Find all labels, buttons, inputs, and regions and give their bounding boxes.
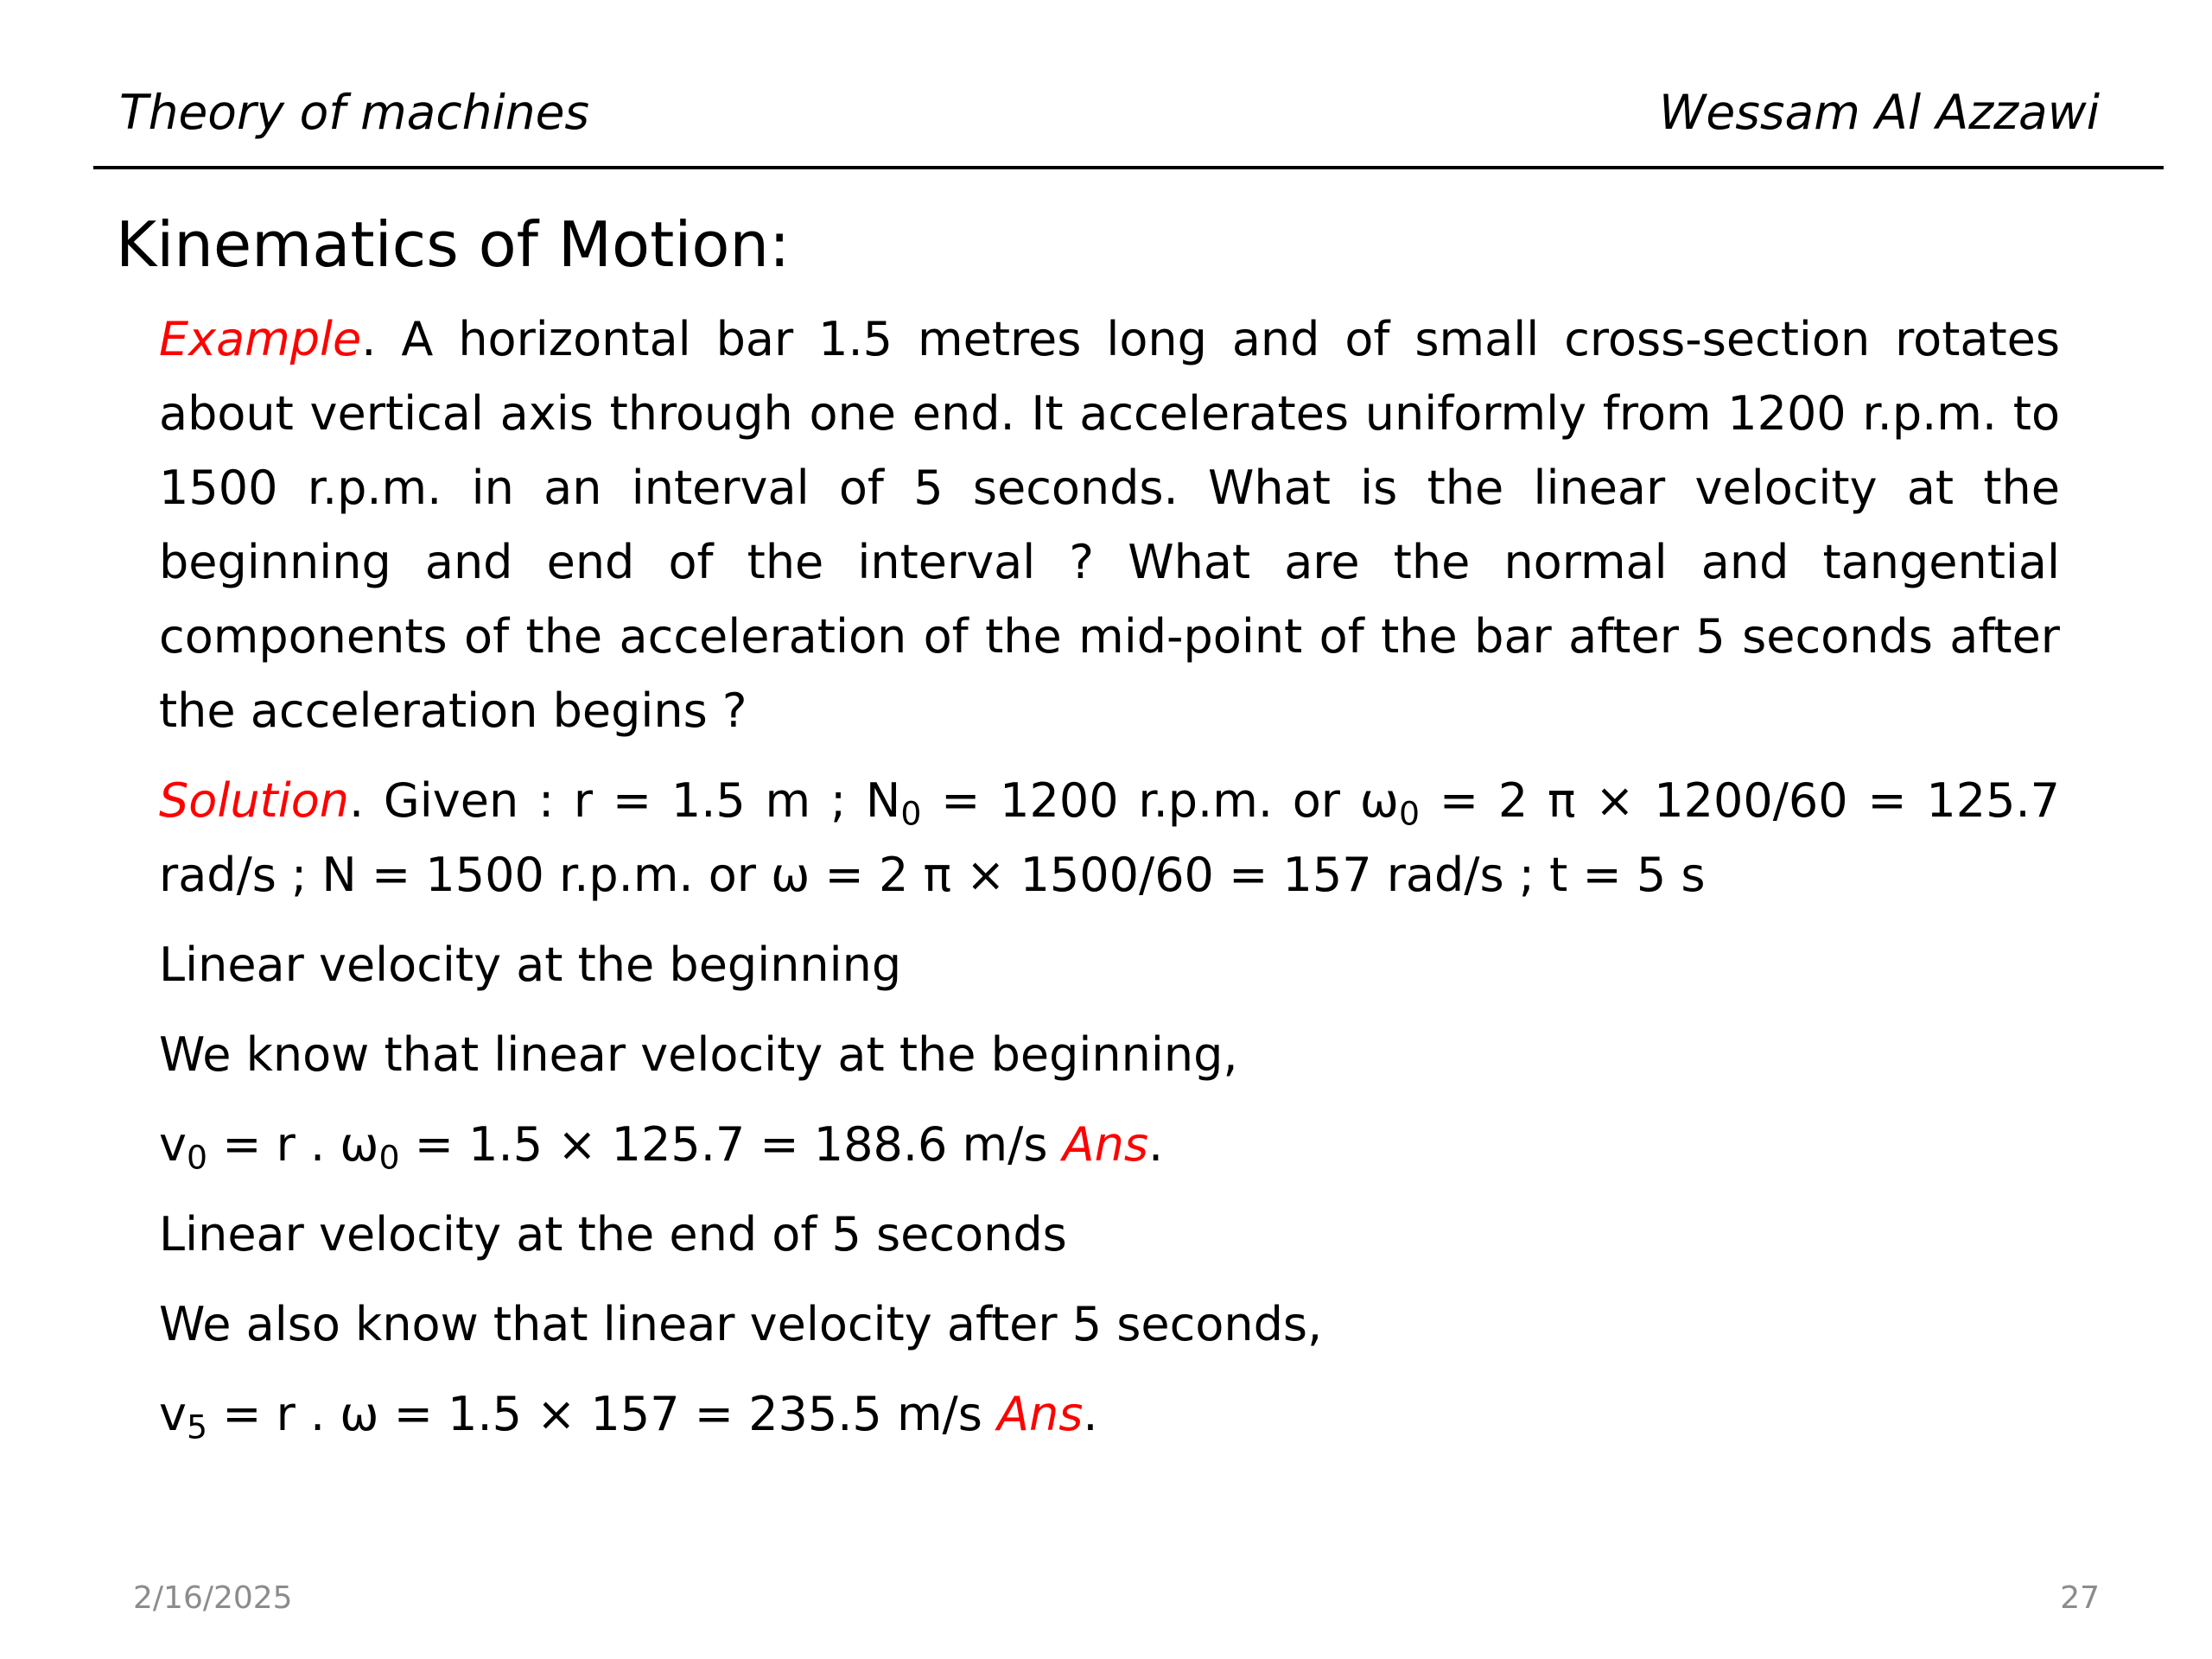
solution-text-3: = 2 π × 1200/60 = 125.7 rad/s ; N = 1500 r.p.m. or ω = 2 π × 1500/60 = 157 rad/s ; t = 5 s	[159, 773, 2061, 902]
example-text: . A horizontal bar 1.5 metres long and of small cross-section rotates about vertical axis through one end. It accelerates uniformly from 1200 r.p.m. to 1500 r.p.m. in an interval of 5 seconds. What is the linear velocity at the beginning and end of the interval ? What are the normal and tangential components of the acceleration of the mid-point of the bar after 5 seconds after the acceleration begins ?	[159, 312, 2060, 738]
linear-velocity-end-heading: Linear velocity at the end of 5 seconds	[159, 1207, 1067, 1262]
equation-v0-omega-subscript: 0	[378, 1138, 400, 1177]
header-author: Wessam Al Azzawi	[1658, 85, 2100, 140]
solution-label: Solution	[159, 773, 349, 828]
equation-v0-symbol: v	[159, 1117, 187, 1172]
solution-subscript-2: 0	[1399, 794, 1421, 833]
equation-v0-text-2: = 1.5 × 125.7 = 188.6 m/s	[399, 1117, 1063, 1172]
equation-v0-end: .	[1147, 1117, 1164, 1172]
equation-v5-subscript: 5	[186, 1408, 208, 1446]
header-course-title: Theory of machines	[119, 85, 590, 140]
equation-v5	[159, 1377, 2060, 1452]
solution-text-1: . Given : r = 1.5 m ; N	[348, 773, 901, 828]
equation-v0-ans: Ans	[1062, 1117, 1148, 1172]
solution-text-2: = 1200 r.p.m. or ω	[921, 773, 1399, 828]
equation-v0-text-1: = r . ω	[207, 1117, 379, 1172]
equation-v0	[159, 1108, 2060, 1182]
equation-v0-subscript: 0	[186, 1138, 208, 1177]
equation-v5-symbol: v	[159, 1387, 187, 1441]
footer-page-number: 27	[2060, 1580, 2100, 1616]
slide-body	[159, 302, 2060, 1467]
solution-paragraph	[159, 764, 2060, 912]
equation-v5-text: = r . ω = 1.5 × 157 = 235.5 m/s	[207, 1387, 998, 1441]
equation-v5-ans: Ans	[997, 1387, 1084, 1441]
linear-velocity-beginning-intro: We know that linear velocity at the beginning,	[159, 1027, 1238, 1082]
solution-subscript-1: 0	[900, 794, 922, 833]
page-title: Kinematics of Motion:	[116, 208, 791, 281]
example-paragraph	[159, 302, 2060, 748]
footer-date: 2/16/2025	[133, 1580, 293, 1616]
linear-velocity-beginning-heading: Linear velocity at the beginning	[159, 938, 902, 992]
linear-velocity-end-intro: We also know that linear velocity after 5 seconds,	[159, 1297, 1323, 1351]
example-label: Example	[159, 312, 362, 366]
header-divider	[93, 166, 2164, 169]
equation-v5-end: .	[1083, 1387, 1098, 1441]
